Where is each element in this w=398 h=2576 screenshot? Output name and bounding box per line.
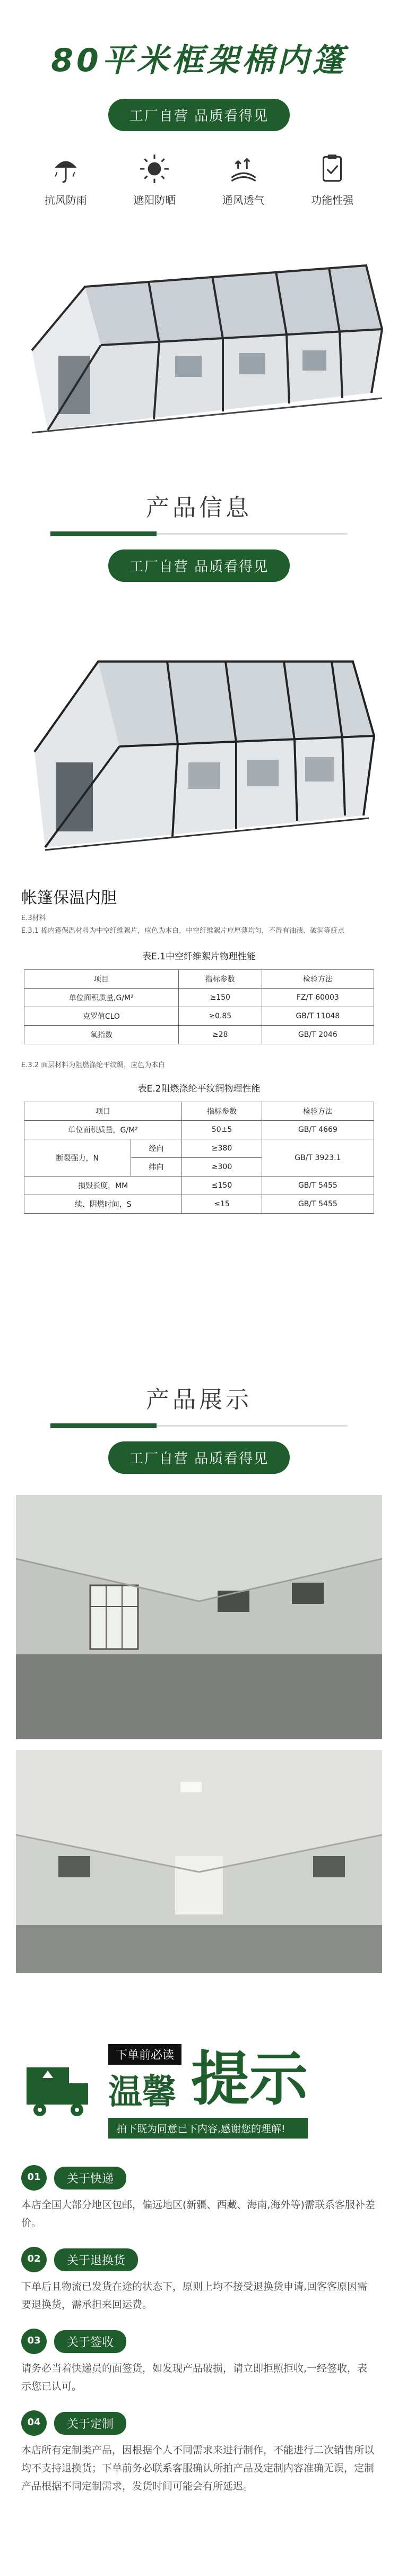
ventilation-icon	[227, 152, 260, 185]
table1-header: 项目	[24, 970, 179, 989]
interior-photo-2	[16, 1750, 382, 1973]
display-section	[0, 1359, 398, 2028]
notice-item-text: 请务必当着快递员的面签货，如发现产品破损，请立即拒照拒收,一经签收，表示您已认可。	[21, 2363, 368, 2392]
notice-item-title: 关于签收	[54, 2330, 126, 2353]
feature-item	[31, 152, 100, 207]
notice-section	[0, 2028, 398, 2576]
number-badge: 04	[21, 2410, 47, 2436]
feature-item	[209, 152, 278, 207]
notice-item-title: 关于快递	[54, 2167, 126, 2189]
info-section	[0, 457, 398, 1359]
table-cell: 经向	[131, 1139, 182, 1158]
clause-e31: E.3.1 棉内篷保温材料为中空纤维絮片，应色为本白，中空纤维絮片应厚薄均匀，不得有油渍、破洞等疵点	[21, 927, 345, 935]
interior-photo-1	[16, 1495, 382, 1739]
page-title: 80平米框架棉内篷	[51, 42, 347, 79]
table2-header: 项目	[24, 1102, 182, 1121]
info-slogan-pill: 工厂自营 品质看得见	[108, 549, 290, 582]
number-badge: 02	[21, 2247, 47, 2272]
table1	[24, 969, 374, 1044]
table-cell: 续、阴燃时间，S	[24, 1195, 182, 1214]
table-cell: 损毁长度，MM	[24, 1177, 182, 1195]
feature-row	[0, 152, 398, 207]
feature-label: 通风透气	[222, 194, 265, 207]
table-cell: ≥380	[182, 1139, 262, 1158]
notice-item-text: 下单后且物流已发货在途的状态下，原则上均不接受退换货申请,回客客原因需要退换货，需承担来回运费。	[21, 2281, 368, 2311]
table-cell: 单位面积质量,G/M²	[24, 989, 179, 1007]
notice-item	[21, 2165, 377, 2232]
table-cell: 氧指数	[24, 1026, 179, 1044]
number-badge: 01	[21, 2165, 47, 2191]
table-cell: GB/T 5455	[262, 1195, 374, 1214]
clause-e32: E.3.2 面层材料为阻燃涤纶平纹绸，应色为本白	[21, 1061, 166, 1069]
sun-icon	[138, 152, 171, 185]
feature-label: 功能性强	[311, 194, 354, 207]
table2-header: 指标参数	[182, 1102, 262, 1121]
display-slogan-pill: 工厂自营 品质看得见	[108, 1441, 290, 1474]
table-cell: ≤150	[182, 1177, 262, 1195]
table1-caption: 表E.1中空纤维絮片物理性能	[142, 951, 256, 962]
table-row	[24, 1177, 374, 1195]
table-row	[24, 989, 374, 1007]
table-cell: GB/T 3923.1	[262, 1139, 374, 1177]
slogan-pill: 工厂自营 品质看得见	[108, 99, 290, 131]
table-cell: ≥28	[178, 1026, 262, 1044]
table-cell: 纬向	[131, 1158, 182, 1177]
table-cell: GB/T 2046	[262, 1026, 374, 1044]
doc-title: 帐篷保温内胆	[21, 889, 117, 907]
info-title: 产品信息	[146, 494, 252, 521]
table-cell: FZ/T 60003	[262, 989, 374, 1007]
feature-label: 抗风防雨	[44, 194, 87, 207]
table-cell: GB/T 4669	[262, 1121, 374, 1139]
notice-pre-label: 下单前必读	[108, 2044, 181, 2065]
tent-photo-2	[13, 603, 385, 869]
notice-warm-label: 温馨	[108, 2073, 176, 2112]
table-cell: ≥0.85	[178, 1007, 262, 1026]
table-row	[24, 1121, 374, 1139]
table-row	[24, 1007, 374, 1026]
table-row	[24, 1026, 374, 1044]
hero-section	[0, 0, 398, 457]
table-cell: ≤15	[182, 1195, 262, 1214]
feature-label: 遮阳防晒	[133, 194, 176, 207]
notice-item-text: 本店全国大部分地区包邮，偏远地区(新疆、西藏、海南,海外等)需联系客服补差价。	[21, 2199, 375, 2229]
notice-item-text: 本店所有定制类产品，因根据个人不同需求来进行制作，不能进行二次销售所以均不支持退换货；下单前务必联系客服确认所拍产品及定制内容准确无误，定制产品根据不同定制需求，发货时间可能会有所延迟。	[21, 2444, 375, 2492]
tent-photo	[0, 223, 398, 446]
display-title: 产品展示	[146, 1386, 252, 1413]
table2	[24, 1102, 374, 1214]
notice-item-title: 关于退换货	[54, 2248, 138, 2271]
notice-item	[21, 2329, 377, 2395]
table-cell: 50±5	[182, 1121, 262, 1139]
table-cell: GB/T 5455	[262, 1177, 374, 1195]
table2-caption: 表E.2阻燃涤纶平纹绸物理性能	[137, 1084, 261, 1094]
table2-header: 检验方法	[262, 1102, 374, 1121]
number-badge: 03	[21, 2329, 47, 2354]
table1-header: 检验方法	[262, 970, 374, 989]
notice-item	[21, 2410, 377, 2495]
table-cell: ≥150	[178, 989, 262, 1007]
table-cell: 断裂强力，N	[24, 1139, 131, 1177]
delivery-truck-icon	[21, 2051, 96, 2131]
notice-item-title: 关于定制	[54, 2412, 126, 2435]
notice-subtitle: 拍下既为同意已下内容,感谢您的理解!	[108, 2118, 308, 2139]
table-cell: 克罗值CLO	[24, 1007, 179, 1026]
table-row	[24, 1195, 374, 1214]
table1-header: 指标参数	[178, 970, 262, 989]
notice-tip-label: 提示	[191, 2045, 308, 2113]
checklist-icon	[316, 152, 349, 185]
feature-item	[120, 152, 189, 207]
feature-item	[298, 152, 367, 207]
rain-icon	[49, 152, 82, 185]
notice-item	[21, 2247, 377, 2314]
table-cell: 单位面积质量，G/M²	[24, 1121, 182, 1139]
table-row	[24, 1139, 374, 1158]
table-cell: GB/T 11048	[262, 1007, 374, 1026]
table-cell: ≥300	[182, 1158, 262, 1177]
clause-e3: E.3材料	[21, 914, 46, 922]
